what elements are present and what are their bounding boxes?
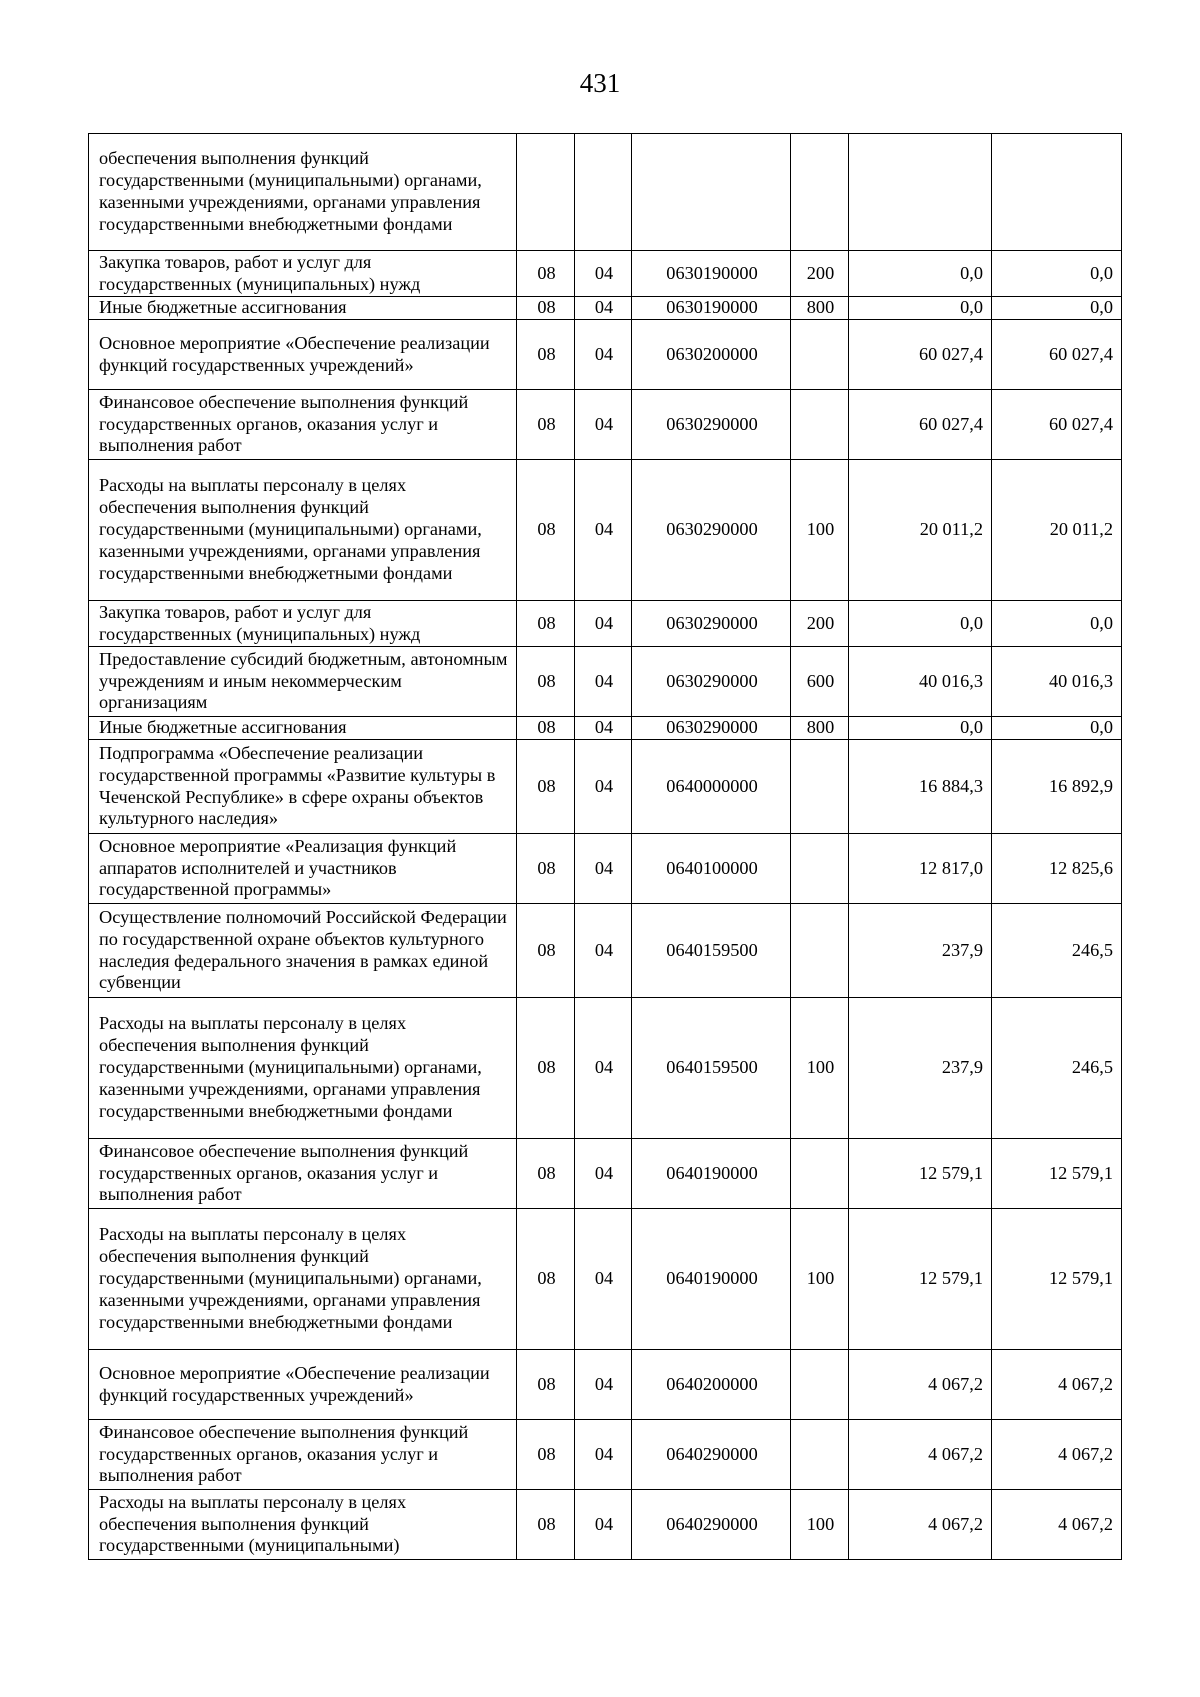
subsection-code-cell: 04 [575,647,632,717]
amount-year2-cell: 40 016,3 [992,647,1122,717]
amount-year1-cell: 4 067,2 [849,1420,992,1490]
amount-year2-cell: 0,0 [992,251,1122,297]
section-code-cell: 08 [517,904,575,998]
table-row [89,1420,1122,1490]
amount-year1-cell: 16 884,3 [849,740,992,834]
table-row [89,460,1122,601]
expense-type-cell: 800 [791,297,849,320]
amount-year1-cell: 12 817,0 [849,834,992,904]
amount-year2-cell: 246,5 [992,904,1122,998]
amount-year1-cell: 0,0 [849,297,992,320]
expense-type-cell: 200 [791,251,849,297]
amount-year2-cell: 4 067,2 [992,1350,1122,1420]
subsection-code-cell: 04 [575,1420,632,1490]
subsection-code-cell: 04 [575,998,632,1139]
target-article-cell: 0630190000 [632,297,791,320]
table-row [89,134,1122,251]
amount-year1-cell: 4 067,2 [849,1490,992,1560]
subsection-code-cell: 04 [575,1209,632,1350]
subsection-code-cell: 04 [575,834,632,904]
target-article-cell: 0640190000 [632,1209,791,1350]
expense-type-cell: 800 [791,717,849,740]
target-article-cell: 0640190000 [632,1139,791,1209]
expense-name-cell: Финансовое обеспечение выполнения функций государственных органов, оказания услуг и выполнения работ [89,390,517,460]
target-article-cell: 0630290000 [632,601,791,647]
table-row [89,390,1122,460]
expense-name-cell: Закупка товаров, работ и услуг для государственных (муниципальных) нужд [89,251,517,297]
expense-name-cell: Иные бюджетные ассигнования [89,297,517,320]
table-row [89,717,1122,740]
amount-year2-cell: 4 067,2 [992,1490,1122,1560]
amount-year2-cell: 60 027,4 [992,390,1122,460]
subsection-code-cell: 04 [575,1139,632,1209]
table-row [89,647,1122,717]
expense-name-cell: Предоставление субсидий бюджетным, автономным учреждениям и иным некоммерческим организациям [89,647,517,717]
expense-name-cell: Подпрограмма «Обеспечение реализации государственной программы «Развитие культуры в Чеченской Республике» в сфере охраны объектов культурного наследия» [89,740,517,834]
amount-year1-cell: 20 011,2 [849,460,992,601]
table-row [89,1490,1122,1560]
subsection-code-cell: 04 [575,717,632,740]
expense-type-cell: 100 [791,998,849,1139]
subsection-code-cell: 04 [575,904,632,998]
section-code-cell: 08 [517,1420,575,1490]
expense-name-cell: Финансовое обеспечение выполнения функций государственных органов, оказания услуг и выполнения работ [89,1420,517,1490]
expense-type-cell [791,1420,849,1490]
section-code-cell: 08 [517,390,575,460]
budget-table [88,133,1122,1560]
amount-year1-cell [849,134,992,251]
table-row [89,601,1122,647]
expense-name-cell: Иные бюджетные ассигнования [89,717,517,740]
section-code-cell: 08 [517,740,575,834]
expense-type-cell: 600 [791,647,849,717]
subsection-code-cell: 04 [575,1350,632,1420]
expense-name-cell: Закупка товаров, работ и услуг для государственных (муниципальных) нужд [89,601,517,647]
expense-type-cell: 100 [791,1209,849,1350]
amount-year2-cell: 16 892,9 [992,740,1122,834]
table-row [89,251,1122,297]
section-code-cell [517,134,575,251]
table-row [89,740,1122,834]
subsection-code-cell: 04 [575,601,632,647]
expense-type-cell [791,1139,849,1209]
expense-type-cell: 100 [791,1490,849,1560]
amount-year1-cell: 12 579,1 [849,1139,992,1209]
amount-year1-cell: 12 579,1 [849,1209,992,1350]
expense-type-cell [791,740,849,834]
section-code-cell: 08 [517,1209,575,1350]
target-article-cell: 0630200000 [632,320,791,390]
table-row [89,297,1122,320]
amount-year2-cell: 12 825,6 [992,834,1122,904]
expense-type-cell [791,904,849,998]
target-article-cell: 0640159500 [632,998,791,1139]
expense-name-cell: Осуществление полномочий Российской Федерации по государственной охране объектов культурного наследия федерального значения в рамках единой субвенции [89,904,517,998]
amount-year1-cell: 0,0 [849,717,992,740]
expense-name-cell: Основное мероприятие «Обеспечение реализации функций государственных учреждений» [89,1350,517,1420]
section-code-cell: 08 [517,460,575,601]
amount-year2-cell: 0,0 [992,297,1122,320]
expense-type-cell [791,834,849,904]
expense-type-cell [791,390,849,460]
amount-year1-cell: 60 027,4 [849,390,992,460]
section-code-cell: 08 [517,320,575,390]
amount-year2-cell: 4 067,2 [992,1420,1122,1490]
target-article-cell: 0640100000 [632,834,791,904]
subsection-code-cell: 04 [575,460,632,601]
amount-year1-cell: 0,0 [849,251,992,297]
target-article-cell: 0630290000 [632,390,791,460]
table-row [89,904,1122,998]
subsection-code-cell: 04 [575,740,632,834]
table-row [89,1350,1122,1420]
target-article-cell: 0640290000 [632,1420,791,1490]
target-article-cell: 0640200000 [632,1350,791,1420]
section-code-cell: 08 [517,251,575,297]
expense-name-cell: Расходы на выплаты персоналу в целях обеспечения выполнения функций государственными (муниципальными) органами, казенными учреждениями, органами управления государственными внебюджетными фондами [89,998,517,1139]
target-article-cell: 0630290000 [632,647,791,717]
expense-type-cell: 200 [791,601,849,647]
section-code-cell: 08 [517,834,575,904]
section-code-cell: 08 [517,297,575,320]
table-row [89,834,1122,904]
section-code-cell: 08 [517,601,575,647]
target-article-cell: 0630290000 [632,717,791,740]
expense-type-cell [791,320,849,390]
expense-name-cell: Основное мероприятие «Обеспечение реализации функций государственных учреждений» [89,320,517,390]
amount-year1-cell: 237,9 [849,904,992,998]
section-code-cell: 08 [517,1139,575,1209]
section-code-cell: 08 [517,1350,575,1420]
section-code-cell: 08 [517,647,575,717]
expense-type-cell: 100 [791,460,849,601]
amount-year1-cell: 40 016,3 [849,647,992,717]
expense-name-cell: обеспечения выполнения функций государственными (муниципальными) органами, казенными учреждениями, органами управления государственными внебюджетными фондами [89,134,517,251]
target-article-cell: 0640000000 [632,740,791,834]
subsection-code-cell: 04 [575,1490,632,1560]
section-code-cell: 08 [517,1490,575,1560]
amount-year2-cell: 12 579,1 [992,1139,1122,1209]
amount-year2-cell: 0,0 [992,717,1122,740]
subsection-code-cell [575,134,632,251]
subsection-code-cell: 04 [575,251,632,297]
target-article-cell: 0630290000 [632,460,791,601]
table-row [89,998,1122,1139]
expense-type-cell [791,1350,849,1420]
table-row [89,1209,1122,1350]
target-article-cell [632,134,791,251]
expense-name-cell: Финансовое обеспечение выполнения функций государственных органов, оказания услуг и выполнения работ [89,1139,517,1209]
amount-year2-cell: 12 579,1 [992,1209,1122,1350]
page-number: 431 [579,68,621,98]
amount-year1-cell: 60 027,4 [849,320,992,390]
section-code-cell: 08 [517,717,575,740]
amount-year2-cell: 60 027,4 [992,320,1122,390]
section-code-cell: 08 [517,998,575,1139]
budget-table-body [89,134,1122,1560]
amount-year1-cell: 0,0 [849,601,992,647]
amount-year2-cell: 0,0 [992,601,1122,647]
amount-year2-cell: 246,5 [992,998,1122,1139]
target-article-cell: 0640290000 [632,1490,791,1560]
subsection-code-cell: 04 [575,320,632,390]
expense-type-cell [791,134,849,251]
expense-name-cell: Расходы на выплаты персоналу в целях обеспечения выполнения функций государственными (муниципальными) органами, казенными учреждениями, органами управления государственными внебюджетными фондами [89,1209,517,1350]
target-article-cell: 0630190000 [632,251,791,297]
subsection-code-cell: 04 [575,297,632,320]
target-article-cell: 0640159500 [632,904,791,998]
amount-year2-cell [992,134,1122,251]
amount-year1-cell: 4 067,2 [849,1350,992,1420]
table-row [89,1139,1122,1209]
amount-year1-cell: 237,9 [849,998,992,1139]
subsection-code-cell: 04 [575,390,632,460]
expense-name-cell: Основное мероприятие «Реализация функций аппаратов исполнителей и участников государственной программы» [89,834,517,904]
expense-name-cell: Расходы на выплаты персоналу в целях обеспечения выполнения функций государственными (муниципальными) [89,1490,517,1560]
expense-name-cell: Расходы на выплаты персоналу в целях обеспечения выполнения функций государственными (муниципальными) органами, казенными учреждениями, органами управления государственными внебюджетными фондами [89,460,517,601]
amount-year2-cell: 20 011,2 [992,460,1122,601]
table-row [89,320,1122,390]
